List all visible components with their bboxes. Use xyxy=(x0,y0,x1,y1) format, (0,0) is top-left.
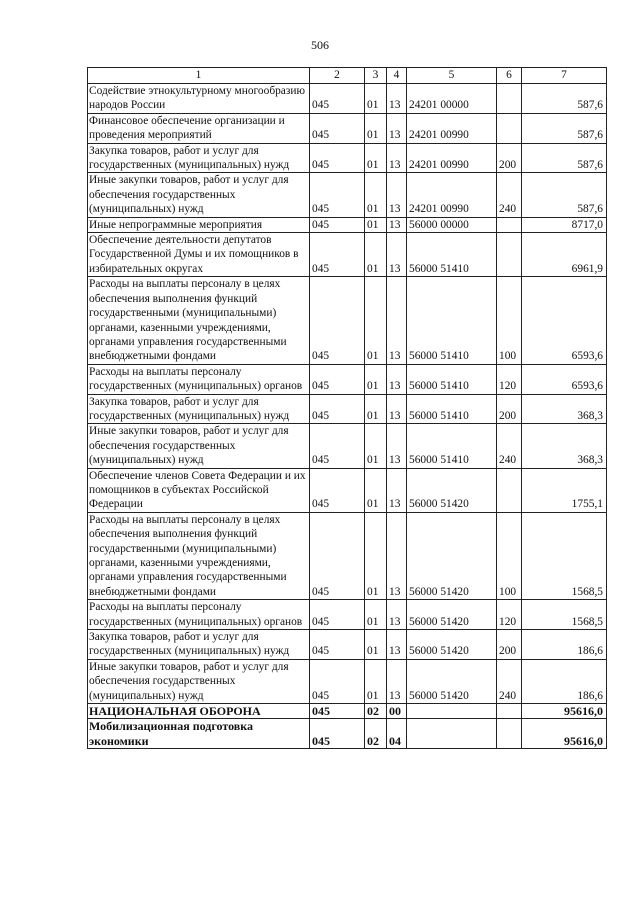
subsection-code-cell: 13 xyxy=(387,113,407,143)
expense-type-cell: 100 xyxy=(497,512,522,599)
table-row xyxy=(88,512,607,599)
target-article-cell: 56000 51420 xyxy=(407,630,497,660)
target-article-cell: 24201 00990 xyxy=(407,113,497,143)
expense-type-cell: 100 xyxy=(497,277,522,364)
row-name-cell: Иные непрограммные мероприятия xyxy=(88,217,310,232)
table-row xyxy=(88,630,607,660)
admin-code-cell: 045 xyxy=(310,394,365,424)
table-row xyxy=(88,173,607,217)
subsection-code-cell: 13 xyxy=(387,512,407,599)
section-code-cell: 01 xyxy=(365,468,387,512)
expense-type-cell xyxy=(497,113,522,143)
admin-code-cell: 045 xyxy=(310,468,365,512)
target-article-cell: 24201 00990 xyxy=(407,173,497,217)
section-code-cell: 01 xyxy=(365,364,387,394)
table-row xyxy=(88,424,607,468)
subsection-code-cell: 13 xyxy=(387,217,407,232)
section-code-cell: 01 xyxy=(365,659,387,703)
subsection-code-cell: 13 xyxy=(387,468,407,512)
row-name-cell: Иные закупки товаров, работ и услуг для обеспечения государственных (муниципальных) нужд xyxy=(88,173,310,217)
target-article-cell: 56000 00000 xyxy=(407,217,497,232)
target-article-cell: 56000 51410 xyxy=(407,424,497,468)
row-name-cell: Закупка товаров, работ и услуг для государственных (муниципальных) нужд xyxy=(88,630,310,660)
row-name-cell: Мобилизационная подготовка экономики xyxy=(88,719,310,749)
section-code-cell: 01 xyxy=(365,233,387,277)
amount-cell: 6593,6 xyxy=(522,364,607,394)
admin-code-cell: 045 xyxy=(310,217,365,232)
admin-code-cell: 045 xyxy=(310,512,365,599)
section-code-cell: 02 xyxy=(365,719,387,749)
table-row xyxy=(88,394,607,424)
section-code-cell: 01 xyxy=(365,424,387,468)
admin-code-cell: 045 xyxy=(310,424,365,468)
target-article-cell: 56000 51420 xyxy=(407,468,497,512)
expense-type-cell xyxy=(497,704,522,719)
expense-type-cell xyxy=(497,217,522,232)
subsection-code-cell: 13 xyxy=(387,424,407,468)
section-code-cell: 01 xyxy=(365,630,387,660)
row-name-cell: Закупка товаров, работ и услуг для государственных (муниципальных) нужд xyxy=(88,143,310,173)
amount-cell: 6593,6 xyxy=(522,277,607,364)
page-number: 506 xyxy=(311,38,329,52)
subsection-code-cell: 13 xyxy=(387,277,407,364)
subsection-code-cell: 13 xyxy=(387,630,407,660)
section-code-cell: 01 xyxy=(365,394,387,424)
amount-cell: 587,6 xyxy=(522,143,607,173)
target-article-cell: 24201 00990 xyxy=(407,143,497,173)
subsection-code-cell: 13 xyxy=(387,659,407,703)
subsection-code-cell: 13 xyxy=(387,84,407,114)
subsection-code-cell: 13 xyxy=(387,173,407,217)
target-article-cell: 56000 51410 xyxy=(407,364,497,394)
table-row xyxy=(88,217,607,232)
section-code-cell: 01 xyxy=(365,143,387,173)
column-header: 1 xyxy=(88,68,310,84)
admin-code-cell: 045 xyxy=(310,113,365,143)
table-row xyxy=(88,277,607,364)
column-header: 2 xyxy=(310,68,365,84)
column-header: 7 xyxy=(522,68,607,84)
subsection-code-cell: 13 xyxy=(387,600,407,630)
row-name-cell: Расходы на выплаты персоналу в целях обеспечения выполнения функций государственными (муниципальными) органами, казенными учреждениями, органами управления государственными внебюджетными фондами xyxy=(88,277,310,364)
table-row xyxy=(88,719,607,749)
target-article-cell xyxy=(407,719,497,749)
target-article-cell: 56000 51420 xyxy=(407,600,497,630)
subsection-code-cell: 04 xyxy=(387,719,407,749)
table-row xyxy=(88,233,607,277)
amount-cell: 1568,5 xyxy=(522,512,607,599)
expense-type-cell: 200 xyxy=(497,143,522,173)
expense-type-cell xyxy=(497,719,522,749)
row-name-cell: Расходы на выплаты персоналу государственных (муниципальных) органов xyxy=(88,364,310,394)
subsection-code-cell: 13 xyxy=(387,143,407,173)
row-name-cell: Закупка товаров, работ и услуг для государственных (муниципальных) нужд xyxy=(88,394,310,424)
subsection-code-cell: 13 xyxy=(387,394,407,424)
admin-code-cell: 045 xyxy=(310,600,365,630)
admin-code-cell: 045 xyxy=(310,630,365,660)
subsection-code-cell: 00 xyxy=(387,704,407,719)
column-header: 6 xyxy=(497,68,522,84)
expense-type-cell: 240 xyxy=(497,424,522,468)
admin-code-cell: 045 xyxy=(310,719,365,749)
row-name-cell: Расходы на выплаты персоналу государственных (муниципальных) органов xyxy=(88,600,310,630)
row-name-cell: НАЦИОНАЛЬНАЯ ОБОРОНА xyxy=(88,704,310,719)
target-article-cell: 56000 51410 xyxy=(407,394,497,424)
table-header-row xyxy=(88,68,607,84)
expense-type-cell: 240 xyxy=(497,173,522,217)
row-name-cell: Расходы на выплаты персоналу в целях обеспечения выполнения функций государственными (муниципальными) органами, казенными учреждениями, органами управления государственными внебюджетными фондами xyxy=(88,512,310,599)
amount-cell: 95616,0 xyxy=(522,719,607,749)
section-code-cell: 01 xyxy=(365,113,387,143)
expense-type-cell xyxy=(497,84,522,114)
section-code-cell: 01 xyxy=(365,84,387,114)
subsection-code-cell: 13 xyxy=(387,233,407,277)
admin-code-cell: 045 xyxy=(310,143,365,173)
admin-code-cell: 045 xyxy=(310,704,365,719)
target-article-cell: 56000 51410 xyxy=(407,277,497,364)
row-name-cell: Обеспечение членов Совета Федерации и их помощников в субъектах Российской Федерации xyxy=(88,468,310,512)
table-row xyxy=(88,84,607,114)
amount-cell: 587,6 xyxy=(522,84,607,114)
section-code-cell: 01 xyxy=(365,600,387,630)
target-article-cell: 56000 51420 xyxy=(407,659,497,703)
amount-cell: 368,3 xyxy=(522,394,607,424)
admin-code-cell: 045 xyxy=(310,659,365,703)
row-name-cell: Содействие этнокультурному многообразию народов России xyxy=(88,84,310,114)
section-code-cell: 01 xyxy=(365,512,387,599)
table-row xyxy=(88,143,607,173)
amount-cell: 1755,1 xyxy=(522,468,607,512)
amount-cell: 95616,0 xyxy=(522,704,607,719)
admin-code-cell: 045 xyxy=(310,277,365,364)
subsection-code-cell: 13 xyxy=(387,364,407,394)
admin-code-cell: 045 xyxy=(310,233,365,277)
target-article-cell: 24201 00000 xyxy=(407,84,497,114)
amount-cell: 186,6 xyxy=(522,659,607,703)
expense-type-cell: 200 xyxy=(497,394,522,424)
amount-cell: 1568,5 xyxy=(522,600,607,630)
expense-type-cell: 120 xyxy=(497,600,522,630)
amount-cell: 368,3 xyxy=(522,424,607,468)
target-article-cell: 56000 51420 xyxy=(407,512,497,599)
amount-cell: 6961,9 xyxy=(522,233,607,277)
expense-type-cell: 200 xyxy=(497,630,522,660)
table-row xyxy=(88,364,607,394)
table-row xyxy=(88,113,607,143)
section-code-cell: 01 xyxy=(365,173,387,217)
row-name-cell: Иные закупки товаров, работ и услуг для обеспечения государственных (муниципальных) нужд xyxy=(88,424,310,468)
expense-type-cell xyxy=(497,468,522,512)
table-row xyxy=(88,600,607,630)
amount-cell: 8717,0 xyxy=(522,217,607,232)
section-code-cell: 02 xyxy=(365,704,387,719)
row-name-cell: Финансовое обеспечение организации и проведения мероприятий xyxy=(88,113,310,143)
target-article-cell xyxy=(407,704,497,719)
admin-code-cell: 045 xyxy=(310,84,365,114)
admin-code-cell: 045 xyxy=(310,173,365,217)
amount-cell: 587,6 xyxy=(522,173,607,217)
row-name-cell: Обеспечение деятельности депутатов Государственной Думы и их помощников в избирательных округах xyxy=(88,233,310,277)
section-code-cell: 01 xyxy=(365,277,387,364)
table-row xyxy=(88,468,607,512)
expense-type-cell xyxy=(497,233,522,277)
budget-table xyxy=(87,67,607,749)
table-row xyxy=(88,704,607,719)
column-header: 4 xyxy=(387,68,407,84)
row-name-cell: Иные закупки товаров, работ и услуг для обеспечения государственных (муниципальных) нужд xyxy=(88,659,310,703)
column-header: 3 xyxy=(365,68,387,84)
expense-type-cell: 120 xyxy=(497,364,522,394)
amount-cell: 587,6 xyxy=(522,113,607,143)
expense-type-cell: 240 xyxy=(497,659,522,703)
table-row xyxy=(88,659,607,703)
admin-code-cell: 045 xyxy=(310,364,365,394)
amount-cell: 186,6 xyxy=(522,630,607,660)
section-code-cell: 01 xyxy=(365,217,387,232)
column-header: 5 xyxy=(407,68,497,84)
target-article-cell: 56000 51410 xyxy=(407,233,497,277)
